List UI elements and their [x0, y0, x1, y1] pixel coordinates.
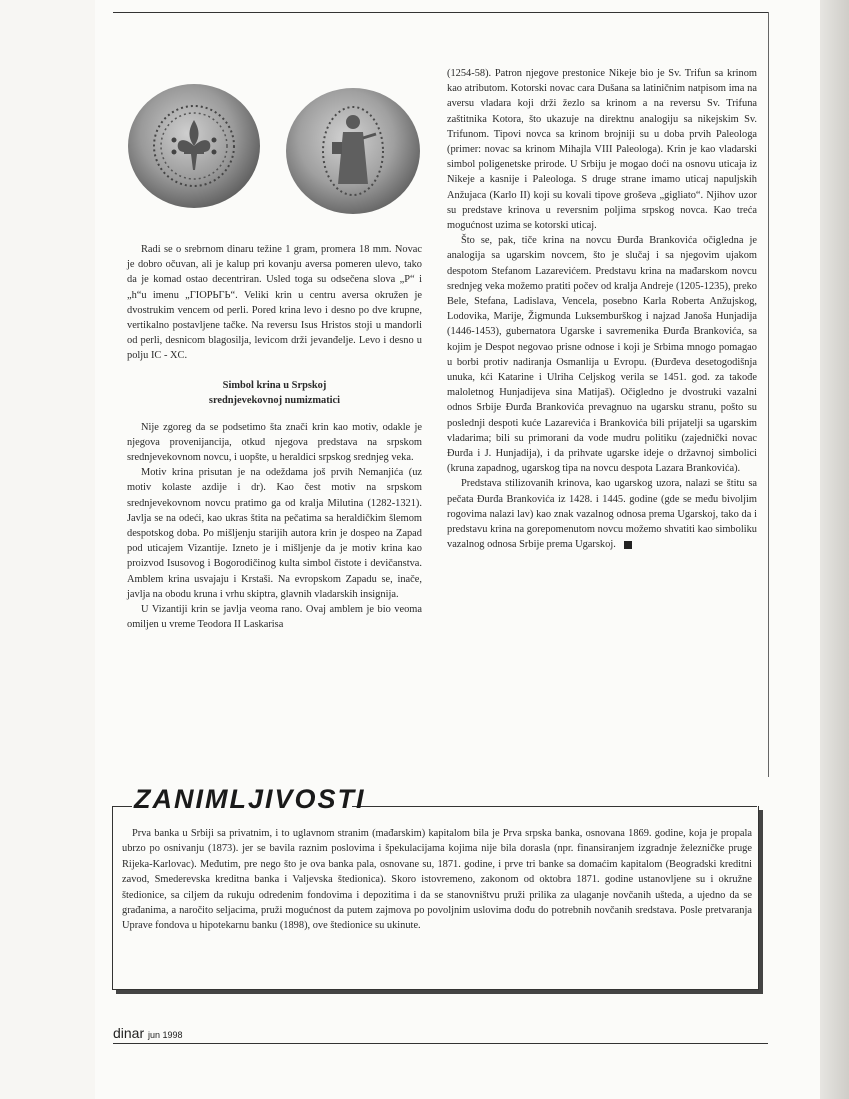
issue-date: jun 1998: [148, 1030, 183, 1040]
section-subheading: [127, 378, 422, 408]
right-paragraph-3-text: Predstava stilizovanih krinova, kao ugarskog uzora, nalazi se štitu sa pečata Đurđa Brankovića iz 1428. i 1445. godine (gde se među bivoljim rogovima nalazi lav) kao znak vazalnog odnosa prema Ugarskoj, tako da i predstavu krina na gorepomenutom novcu možemo shvatiti kao simboliku vazalnog odnosa Srbije prema Ugarskoj.: [447, 478, 757, 551]
page-edge-shadow: [820, 0, 849, 1099]
fleur-de-lis-icon: [128, 84, 260, 208]
right-paragraph-2: Što se, pak, tiče krina na novcu Đurđa Brankovića očigledna je analogija sa ugarskim novcem, što je slučaj i sa njegovim ujakom despotom Stefanom Lazarevićem. Predstavu krina na mađarskom novcu srednjeg veka možemo pratiti počev od kralja Andreje (1205-1235), preko Bele, Stefana, Ladislava, Vencela, posebno Karla Roberta Anžujskog, Lodovika, Marije, Žigmunda Luksemburškog i najzad Janoša Hunjadija (1446-1453), gubernatora Ugarske i savremenika Đurđa Brankovića, sa kojim je Despot negovao prisne odnose i koji je Srbima mnogo pomagao u borbi protiv nadiranja Osmanlija u Evropu. (Đurđeva desetogodišnja unuka, kći Katarine i Ulriha Celjskog verila se 1451. god. za takođe maloletnog Hunjadijeva sina Matijaš). Očigledno je dvostruki vazalni odnos Srbije Đurđa Brankovića prevagnuo na ugarsku stranu, pošto su poslednji despoti kuće Lazarevića i Brankovića bili prijatelji sa ugarskim vladarima; bili su primorani da vode mudru politiku (zajednički novac Đurđa i J. Hunjadija), i da prihvate ugarske ideje o državnoj simbolici (kruna zapadnog, ugarskog tipa na novcu despota Lazara Brankovića).: [447, 235, 757, 475]
subheading-line-1: Simbol krina u Srpskoj: [222, 379, 327, 391]
right-column: [447, 66, 757, 553]
coin-photo: [122, 82, 424, 232]
top-rule: [113, 12, 768, 13]
footer-brand: [113, 1025, 183, 1041]
right-paragraph-3: [447, 476, 757, 552]
box-title: ZANIMLJIVOSTI: [134, 784, 366, 814]
box-paragraph: Prva banka u Srbiji sa privatnim, i to uglavnom stranim (mađarskim) kapitalom bila je Prva srpska banka, osnovana 1869. godine, koja je propala ubrzo po osnivanju (1873). jer se bavila raznim poslovima i špekulacijama kojima nije bila dorasla (npr. finansiranjem izgradnje železničke pruge Rijeka-Karlovac). Međutim, pre nego što je ova banka pala, osnovane su, 1871. godine, i prve tri banke sa domaćim kapitalom (Beogradski kreditni zavod, Smederevska kreditna banka i Valjevska štedionica). Skoro istovremeno, zakonom od oktobra 1871. godine ustanovljene su i okružne štedionice, sa ciljem da rukuju odredenim fondovima i depozitima i da se stanovništvu pruži prilika za ulaganje novčanih ušteda, a ujedno da se građanima, a naročito seljacima, pruži mogućnost da putem zajmova po povoljnim uslovima dođu do potrebnih novčanih sredstava. Posle pretvaranja Uprave fondova u hipotekarnu banku (1898), ove štedionice su ukinute.: [122, 828, 752, 932]
magazine-name: dinar: [113, 1025, 145, 1041]
left-column: [127, 242, 422, 632]
footer-rule: [113, 1043, 768, 1044]
christ-figure-icon: [286, 88, 420, 214]
box-body: [122, 826, 752, 934]
right-paragraph-1: (1254-58). Patron njegove prestonice Nikeje bio je Sv. Trifun sa krinom kao atributom. Kotorski novac cara Dušana sa latiničnim natpisom ima na aversu vladara koji drži žezlo sa krinom a na reversu Sv. Trifuna zaštitnika Kotora, što ukazuje na direktnu analogiju sa nikejskim Sv. Trifunom. Tipovi novca sa krinom brojniji su u doba prvih Paleologa (primer: novac sa krinom Mihajla VIII Paleologa). Krin je kao vladarski simbol poligenetske prirode. U Srbiju je mogao doći na osnovu uticaja iz Nikeje a kasnije i Paleologa. S druge strane imamo uticaj napuljskih Anžujaca (Karlo II) koji su kovali tipove groševa „gigliato“. Njihov uzor su predstave krinova u reversnim poljima srpskog novca. Kao treća mogućnost uzima se kotorski uticaj.: [447, 68, 757, 232]
end-of-article-mark: [624, 541, 632, 549]
left-paragraph-3: U Vizantiji krin se javlja veoma rano. Ovaj amblem je bio veoma omiljen u vreme Teodora II Laskarisa: [127, 604, 422, 631]
left-paragraph-2: Motiv krina prisutan je na odeždama još prvih Nemanjića (uz motiv kolaste azdije i dr). Kao čest motiv na srpskom srednjevekovnom novcu pratimo ga od kralja Milutina (1282-1321). Javlja se na odeći, kao ukras štita na pečatima sa heraldičkim šlemom despotskog doba. Po mišljenju starijih autora krin je dospeo na Zapad pod uticajem Vizantije. Izneto je i mišljenje da je motiv krina kao proizvod Isusovog i Bogorodičinog kulta simbol čistote i devičanstva. Amblem krina usvajaju i Krstaši. Na evropskom Zapadu se, inače, javlja na obodu kruna i vrhu skiptra, glavnih vladarskih insignija.: [127, 467, 422, 600]
subheading-line-2: srednjevekovnoj numizmatici: [208, 394, 341, 406]
coin-obverse-image: [128, 84, 260, 208]
left-paragraph-1: Nije zgoreg da se podsetimo šta znači krin kao motiv, odakle je njegova provenijancija, otkud njegova predstava na srpskom srednjevekovnom novcu, i uopšte, u heraldici srpskog srednjeg veka.: [127, 421, 422, 464]
coin-reverse-image: [286, 88, 420, 214]
right-rule: [768, 12, 769, 777]
coin-caption: Radi se o srebrnom dinaru težine 1 gram, promera 18 mm. Novac je dobro očuvan, ali je kalup pri kovanju aversa pomeren ulevo, tako da je komad ostao decentriran. Usled toga su odsečena slova „P“ i „h“u imenu „ГІОРЬГЬ“. Veliki krin u centru aversa okružen je dvostrukim vencem od perli. Pored krina levo i desno po dve krupne, vertikalno postavljene tačke. Na reversu Isus Hristos stoji u mandorli od perli, desnicom blagosilja, levicom drži jevanđelje. Levo i desno u polju IC - XC.: [127, 244, 422, 362]
